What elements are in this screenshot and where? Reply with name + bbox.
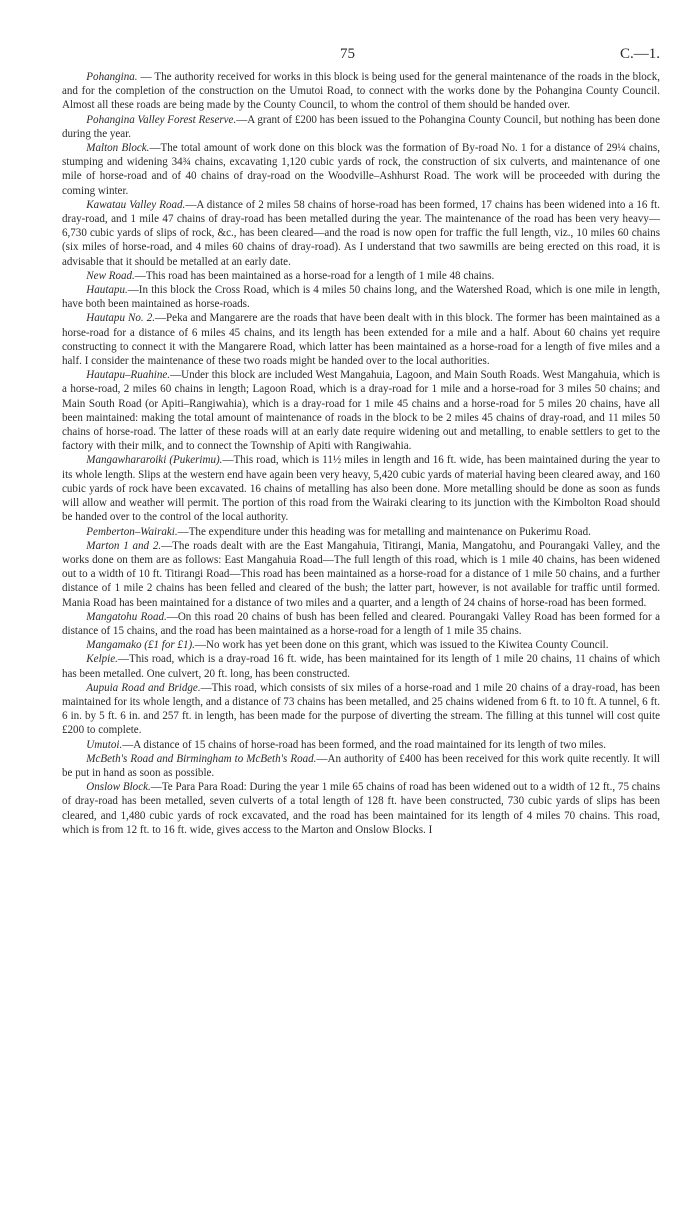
paragraph-text: —This road, which is a dray-road 16 ft. wide, has been maintained for its length of 1 mile 20 chains, 11 chains of which has been metalled. One culvert, 20 ft. long, has been constructed. [62,653,660,680]
paragraph [62,738,660,752]
paragraph [62,638,660,652]
paragraph-title: Pohangina Valley Forest Reserve. [86,113,237,126]
paragraph-title: Mangatohu Road. [86,610,167,623]
paragraph-title: Kawatau Valley Road. [86,198,186,211]
paragraph [62,283,660,311]
paragraph [62,752,660,780]
paragraph [62,652,660,680]
paragraph-title: Pemberton–Wairaki. [86,525,178,538]
paragraph-title: Malton Block. [86,142,150,155]
paragraph-title: Hautapu. [86,284,128,297]
page-number: 75 [340,46,355,62]
paragraph-title: McBeth's Road and Birmingham to McBeth's Road. [86,752,317,765]
paragraph-title: Umutoi. [86,738,123,751]
paragraph [62,368,660,453]
paragraph-title: Mangawhararoiki (Pukerimu). [86,454,223,467]
paragraph-text: —The expenditure under this heading was for metalling and maintenance on Pukerimu Road. [177,525,591,538]
paragraph-text: —An authority of £400 has been received for this work quite recently. It will be put in hand as soon as possible. [62,752,660,779]
paragraph-text: —This road, which is 11½ miles in length and 16 ft. wide, has been maintained during the year to its whole length. Slips at the western end have again been very heavy, 5,420 cubic yards of material having been cleared away, and 160 cubic yards of rock have been excavated. 16 chains of metalling has also been done. More metalling should be done as soon as funds will allow and weather will permit. The portion of this road from the Wairaki clearing to its junction with the Kimbolton Road should be handed over to the control of the local authority. [62,454,660,524]
paragraph [62,539,660,610]
paragraph-text: —A distance of 15 chains of horse-road has been formed, and the road maintained for its length of two miles. [122,738,606,751]
paragraph-title: Hautapu–Ruahine. [86,369,171,382]
paragraph-title: Mangamako (£1 for £1). [86,639,195,652]
paragraph [62,525,660,539]
paragraph [62,610,660,638]
paragraph-text: —Peka and Mangarere are the roads that have been dealt with in this block. The former has been maintained as a horse-road for a distance of 6 miles 45 chains, and its length has been extended for a mile and a half. About 60 chains yet require constructing to connect it with the Mangarere Road, which latter has been maintained as a horse-road for a length of five miles and a half. I consider the maintenance of these two roads might be handed over to the local authorities. [62,312,660,368]
paragraph [62,70,660,113]
paragraph-text: — The authority received for works in this block is being used for the general maintenance of the roads in the block, and for the completion of the construction on the Umutoi Road, to connect with the works done by the Pohangina County Council. Almost all these roads are being made by the County Council, to whom the control of them should be handed over. [62,71,660,112]
paragraph [62,780,660,837]
paragraph-text: —This road, which consists of six miles of a horse-road and 1 mile 20 chains of a dray-road, has been maintained for its whole length, and a distance of 73 chains has been metalled, and 25 chains widened from 6 ft. to 10 ft. A tunnel, 6 ft. 6 in. by 5 ft. 6 in. and 257 ft. in length, has been made for the purpose of diverting the stream. The filling at this tunnel will cost quite £200 to complete. [62,681,660,737]
paragraph [62,198,660,269]
paragraph-text: —The total amount of work done on this block was the formation of By-road No. 1 for a distance of 29¼ chains, stumping and widening 34¾ chains, excavating 1,120 cubic yards of rock, the construction of six culverts, and maintenance of one mile of horse-road and of 40 chains of dray-road on the Woodville–Ashhurst Road. The work will be proceeded with during the coming winter. [62,142,660,197]
paragraph-text: —On this road 20 chains of bush has been felled and cleared. Pourangaki Valley Road has been formed for a distance of 15 chains, and the road has been maintained as a horse-road for a length of 1 mile 35 chains. [62,610,660,637]
paragraph [62,453,660,524]
paragraph-text: —A grant of £200 has been issued to the Pohangina County Council, but nothing has been done during the year. [62,113,660,140]
document-reference: C.—1. [619,46,660,62]
document-body [62,70,660,837]
paragraph-title: Onslow Block. [86,781,151,794]
paragraph-title: Hautapu No. 2. [86,312,155,325]
paragraph-text: —This road has been maintained as a horse-road for a length of 1 mile 48 chains. [134,269,495,282]
page-header [0,47,700,67]
paragraph-text: —Te Para Para Road: During the year 1 mile 65 chains of road has been widened out to a width of 12 ft., 75 chains of dray-road has been metalled, seven culverts of a total length of 128 ft. have been constructed, 730 cubic yards of slips has been cleared, and 1,480 cubic yards of rock excavated, and the road has been maintained for its length of 4 miles 70 chains. This road, which is from 12 ft. to 16 ft. wide, gives access to the Marton and Onslow Blocks. I [62,781,660,836]
paragraph-title: Kelpie. [86,653,118,666]
paragraph-text: —The roads dealt with are the East Mangahuia, Titirangi, Mania, Mangatohu, and Pourangaki Valley, and the works done on them are as follows: East Mangahuia Road—The full length of this road, which is 1 mile 40 chains, has been widened out to a width of 10 ft. Titirangi Road—This road has been maintained as a horse-road for a distance of 1 mile 50 chains, and a further distance of 1 mile 2 chains has been felled and cleared of the bush; the latter part, however, is not available for traffic until formed. Mania Road has been maintained for a distance of two miles and a quarter, and a length of 24 chains of horse-road has been formed. [62,539,660,609]
paragraph-title: New Road. [86,269,135,282]
paragraph [62,113,660,141]
paragraph-title: Marton 1 and 2. [86,539,162,552]
paragraph-title: Pohangina. [86,71,138,83]
paragraph-text: —A distance of 2 miles 58 chains of horse-road has been formed, 17 chains has been widened into a 16 ft. dray-road, and 1 mile 47 chains of dray-road has been metalled during the year. The maintenance of the road has been very heavy—6,730 cubic yards of slips of rock, &c., has been cleared—and the road is now open for traffic the full length, viz., 10 miles 60 chains (six miles of horse-road, and 4 miles 60 chains of dray-road). As I understand that two sawmills are being erected on this road, it is advisable that it should be metalled at an early date. [62,198,660,268]
paragraph [62,269,660,283]
paragraph-text: —No work has yet been done on this grant, which was issued to the Kiwitea County Council. [194,639,609,652]
paragraph [62,141,660,198]
paragraph-text: —Under this block are included West Mangahuia, Lagoon, and Main South Roads. West Mangahuia, which is a horse-road, 2 miles 60 chains in length; Lagoon Road, which is a dray-road for 1 mile and a horse-road for 3 miles 50 chains; and Main South Road (or Apiti–Rangiwahia), which is a dray-road for 1 mile 45 chains and a horse-road for 5 miles 20 chains, have all been maintained: making the total amount of maintenance of roads in the block to be 2 miles 45 chains of dray-road, and 11 miles 50 chains of horse-road. The latter of these roads will at an early date require widening out and metalling, to enable settlers to get to the factory with their milk, and to connect the Township of Apiti with Rangiwahia. [62,369,660,453]
paragraph-text: —In this block the Cross Road, which is 4 miles 50 chains long, and the Watershed Road, which is one mile in length, have both been maintained as horse-roads. [62,284,660,311]
paragraph-title: Aupuia Road and Bridge. [86,681,201,694]
paragraph [62,311,660,368]
paragraph [62,681,660,738]
